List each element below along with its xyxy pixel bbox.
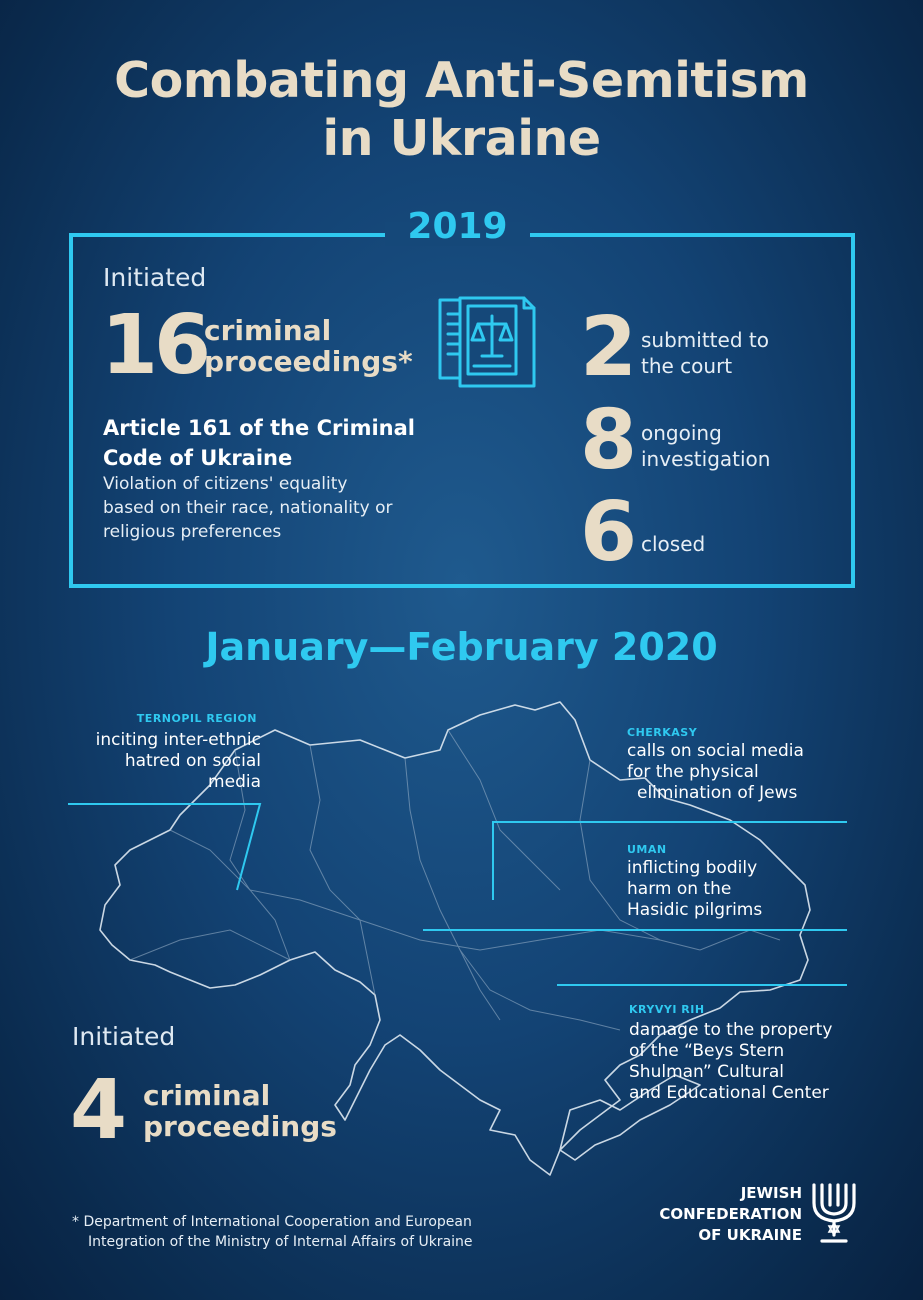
stat-label-ongoing-line2: investigation	[641, 447, 771, 471]
proceedings-count-2020: 4	[70, 1063, 124, 1158]
proceedings-label-2020-line1: criminal	[143, 1079, 271, 1112]
proceedings-label-line1: criminal	[204, 314, 332, 347]
incident-cherkasy-line3: elimination of Jews	[637, 783, 798, 803]
logo-text-line3: OF UKRAINE	[698, 1226, 802, 1244]
incident-ternopil-line1: inciting inter-ethnic	[95, 730, 261, 750]
incident-cherkasy-text	[627, 741, 804, 804]
year-2019-label: 2019	[407, 206, 508, 247]
proceedings-label-line2: proceedings*	[204, 345, 413, 378]
article-description-line2: based on their race, nationality or	[103, 498, 393, 518]
incident-cherkasy-line2: for the physical	[627, 762, 759, 782]
article-description-line1: Violation of citizens' equality	[103, 474, 348, 494]
incident-ternopil-text	[40, 730, 261, 793]
article-heading-line1: Article 161 of the Criminal	[103, 416, 415, 440]
stat-value-ongoing: 8	[580, 393, 634, 488]
initiated-label-2020: Initiated	[72, 1022, 176, 1051]
period-2020-heading: January—February 2020	[205, 625, 718, 669]
article-description	[103, 472, 392, 544]
stat-label-submitted	[641, 327, 769, 379]
incident-cherkasy-region: CHERKASY	[627, 726, 698, 739]
proceedings-label-2020	[143, 1080, 337, 1142]
stat-label-submitted-line1: submitted to	[641, 328, 769, 352]
stat-label-submitted-line2: the court	[641, 354, 733, 378]
proceedings-label-2019	[204, 315, 413, 377]
incident-kryvyi-rih-region: KRYVYI RIH	[629, 1003, 705, 1016]
incident-uman-line1: inflicting bodily	[627, 858, 758, 878]
incident-kryvyi-rih-text	[629, 1020, 832, 1104]
incident-ternopil-line3: media	[208, 772, 261, 792]
article-heading	[103, 413, 415, 473]
page-title-line2: in Ukraine	[322, 110, 601, 167]
proceedings-label-2020-line2: proceedings	[143, 1110, 337, 1143]
logo-text-line1: JEWISH	[740, 1184, 802, 1202]
incident-ternopil-region: TERNOPIL REGION	[136, 712, 257, 725]
incident-kryvyi-rih-line2: of the “Beys Stern	[629, 1041, 785, 1061]
stat-value-submitted: 2	[580, 300, 634, 395]
document-scales-icon	[434, 294, 538, 396]
logo-text-line2: CONFEDERATION	[659, 1205, 802, 1223]
incident-kryvyi-rih-line4: and Educational Center	[629, 1083, 829, 1103]
stat-value-closed: 6	[580, 485, 634, 580]
initiated-label-2019: Initiated	[103, 263, 207, 292]
stat-label-ongoing	[641, 420, 770, 472]
menorah-star-icon	[810, 1183, 858, 1247]
article-description-line3: religious preferences	[103, 522, 282, 542]
stat-label-closed: closed	[641, 532, 706, 556]
footnote	[72, 1212, 473, 1252]
incident-uman-line2: harm on the	[627, 879, 732, 899]
incident-kryvyi-rih-line1: damage to the property	[629, 1020, 833, 1040]
proceedings-count-2019: 16	[101, 298, 208, 393]
footnote-line2: Integration of the Ministry of Internal Affairs of Ukraine	[88, 1234, 473, 1250]
incident-uman-text	[627, 858, 762, 921]
incident-ternopil-line2: hatred on social	[124, 751, 261, 771]
footnote-line1: * Department of International Cooperation and European	[72, 1214, 472, 1230]
logo-text	[640, 1183, 802, 1246]
incident-uman-region: UMAN	[627, 843, 667, 856]
article-heading-line2: Code of Ukraine	[103, 446, 293, 470]
stat-label-ongoing-line1: ongoing	[641, 421, 722, 445]
incident-uman-line3: Hasidic pilgrims	[627, 900, 763, 920]
incident-cherkasy-line1: calls on social media	[627, 741, 804, 761]
incident-kryvyi-rih-line3: Shulman” Cultural	[629, 1062, 785, 1082]
page-title-line1: Combating Anti-Semitism	[114, 52, 809, 109]
